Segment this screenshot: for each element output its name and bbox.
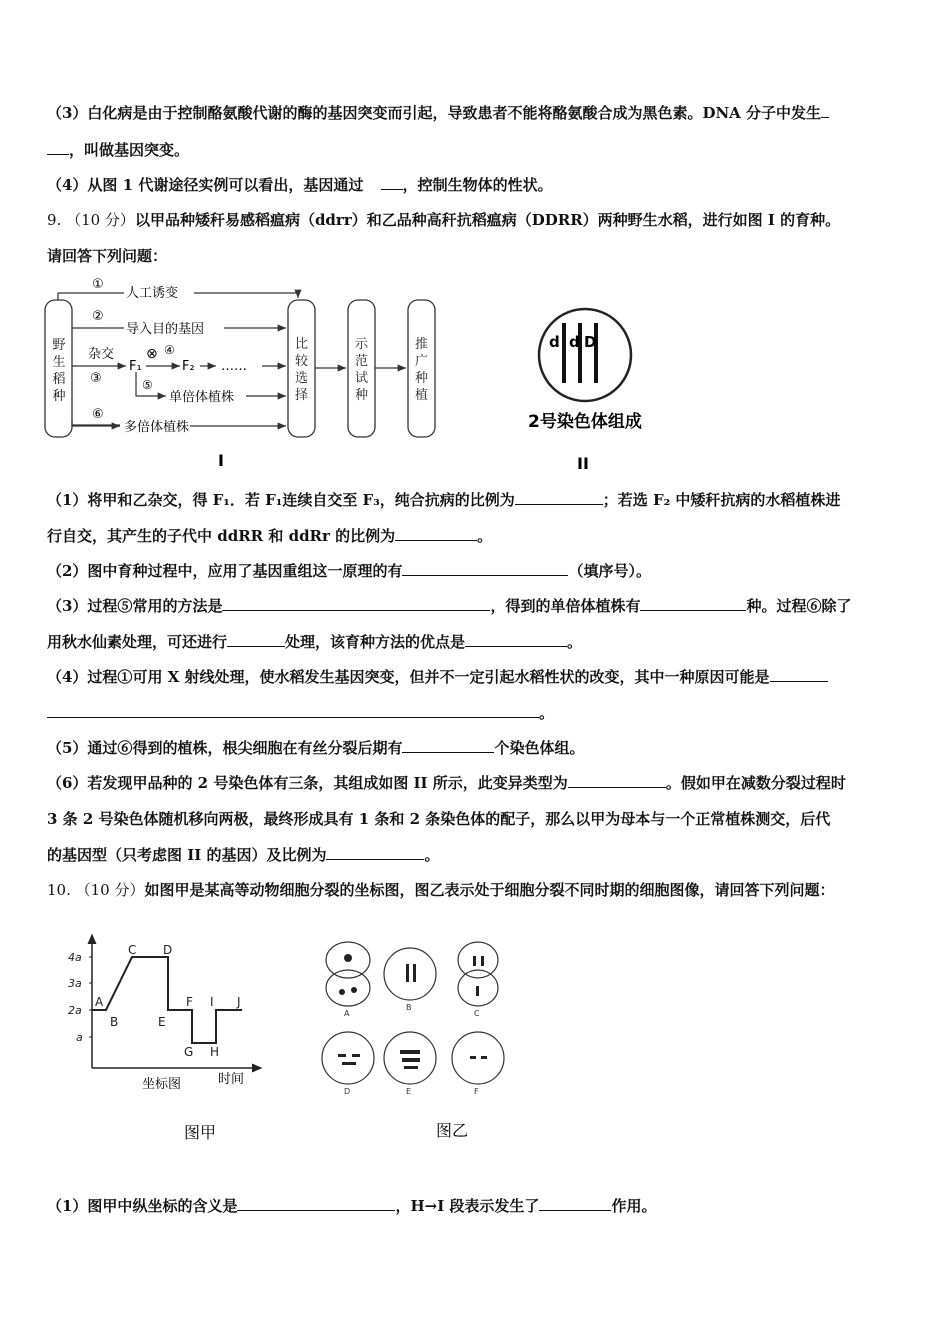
wild-rice-vertical-label: 野 生 稻 种 xyxy=(49,337,69,405)
answer-blank[interactable] xyxy=(402,738,494,753)
breeding-flow-diagram xyxy=(40,270,450,475)
answer-blank[interactable] xyxy=(402,561,568,576)
selfing-symbol: ⊗ xyxy=(146,346,158,362)
promote-text-4: 植 xyxy=(415,388,429,403)
cell-division-images xyxy=(320,938,530,1148)
q9-intro-line2: 请回答下列问题： xyxy=(47,247,168,265)
step-6-num: ⑥ xyxy=(92,407,104,422)
figure-II-caption: II xyxy=(577,454,589,473)
answer-blank[interactable] xyxy=(326,845,424,860)
q9-part6-line1: （6）若发现甲品种的 2 号染色体有三条，其组成如图 II 所示，此变异类型为 。假如甲在减数分裂过程时 xyxy=(47,774,846,792)
point-G: G xyxy=(184,1045,194,1059)
answer-blank[interactable] xyxy=(381,175,403,190)
point-E: E xyxy=(158,1015,166,1029)
q9-part2: （2）图中育种过程中，应用了基因重组这一原理的有 （填序号）。 xyxy=(47,562,651,580)
figure-I-caption: I xyxy=(218,451,224,470)
point-C: C xyxy=(128,943,137,957)
point-J: J xyxy=(237,995,241,1009)
answer-blank[interactable] xyxy=(568,773,666,788)
compare-text-4: 择 xyxy=(295,388,309,403)
chromosome-figure xyxy=(525,305,660,475)
answer-blank[interactable] xyxy=(539,1196,611,1211)
answer-blank[interactable] xyxy=(47,140,69,155)
compare-text-2: 较 xyxy=(295,354,309,369)
q8-part3-line1: （3）白化病是由于控制酪氨酸代谢的酶的基因突变而引起，导致患者不能将酪氨酸合成为黑色素。DNA 分子中发生 xyxy=(47,103,829,123)
f2-label: F₂ xyxy=(182,359,195,374)
answer-blank[interactable] xyxy=(465,632,567,647)
answer-blank[interactable] xyxy=(237,1196,395,1211)
figure-jia-caption: 图甲 xyxy=(184,1123,217,1142)
point-D: D xyxy=(163,943,173,957)
point-F: F xyxy=(186,995,193,1009)
compare-text-3: 选 xyxy=(295,371,309,386)
cell-label-A: A xyxy=(344,1009,350,1018)
f1-label: F₁ xyxy=(129,359,142,374)
y-tick-3a: 3a xyxy=(68,977,82,990)
compare-text-1: 比 xyxy=(295,337,309,352)
ellipsis-label: …… xyxy=(221,359,247,374)
answer-blank[interactable] xyxy=(770,667,828,682)
q9-part1-line2: 行自交，其产生的子代中 ddRR 和 ddRr 的比例为 。 xyxy=(47,527,493,545)
cell-label-D: D xyxy=(344,1087,351,1096)
q9-part3-line2: 用秋水仙素处理，可还进行 处理，该育种方法的优点是 。 xyxy=(47,633,583,651)
answer-blank[interactable] xyxy=(515,490,603,505)
promote-text-3: 种 xyxy=(415,371,429,386)
answer-blank[interactable] xyxy=(222,596,490,611)
step-4-num: ④ xyxy=(164,343,175,357)
q9-part6-line2: 3 条 2 号染色体随机移向两极，最终形成具有 1 条和 2 条染色体的配子，那么以甲为母本与一个正常植株测交，后代 xyxy=(47,810,831,828)
answer-blank[interactable] xyxy=(821,103,829,118)
q9-intro-line1: 9. （10 分）以甲品种矮秆易感稻瘟病（ddrr）和乙品种高秆抗稻瘟病（DDRR）两种野生水稻，进行如图 I 的育种。 xyxy=(47,211,841,229)
haploid-label: 单倍体植株 xyxy=(169,390,235,405)
gene-label-3: D xyxy=(584,333,597,351)
q9-part6-line3: 的基因型（只考虑图 II 的基因）及比例为 。 xyxy=(47,846,440,864)
step-2-num: ② xyxy=(92,309,104,324)
y-tick-4a: 4a xyxy=(68,951,82,964)
gene-label-2: d xyxy=(569,333,580,351)
division-coordinate-graph xyxy=(60,930,270,1145)
point-A: A xyxy=(95,995,104,1009)
point-I: I xyxy=(210,995,214,1009)
answer-blank[interactable] xyxy=(640,596,746,611)
q8-part3-line2: ，叫做基因突变。 xyxy=(47,140,189,160)
y-tick-a: a xyxy=(76,1031,83,1044)
chromosome-title: 2号染色体组成 xyxy=(528,412,642,432)
answer-blank[interactable] xyxy=(227,632,285,647)
q10-part1: （1）图甲中纵坐标的含义是 ，H→I 段表示发生了 作用。 xyxy=(47,1197,657,1215)
cell-label-E: E xyxy=(406,1087,412,1096)
demo-text-2: 范 xyxy=(355,354,369,369)
import-gene-label: 导入目的基因 xyxy=(126,322,205,337)
x-axis-label: 时间 xyxy=(218,1072,245,1087)
polyploid-label: 多倍体植株 xyxy=(124,420,190,435)
cross-label: 杂交 xyxy=(88,347,115,362)
point-H: H xyxy=(210,1045,220,1059)
answer-blank[interactable] xyxy=(47,703,539,718)
promote-text-1: 推 xyxy=(415,337,429,352)
division-curve xyxy=(92,957,242,1043)
gene-label-1: d xyxy=(549,333,560,351)
cell-label-F: F xyxy=(474,1087,479,1096)
graph-sublabel: 坐标图 xyxy=(142,1077,182,1092)
y-tick-2a: 2a xyxy=(68,1004,82,1017)
cell-label-B: B xyxy=(406,1003,412,1012)
step-1-num: ① xyxy=(92,277,104,292)
q9-part4-line1: （4）过程①可用 X 射线处理，使水稻发生基因突变，但并不一定引起水稻性状的改变，其中一种原因可能是 xyxy=(47,667,828,687)
q9-part5: （5）通过⑥得到的植株，根尖细胞在有丝分裂后期有 个染色体组。 xyxy=(47,739,585,757)
promote-text-2: 广 xyxy=(415,354,429,369)
point-B: B xyxy=(110,1015,119,1029)
demo-text-3: 试 xyxy=(355,371,369,386)
cell-label-C: C xyxy=(474,1009,480,1018)
q9-part4-line2: 。 xyxy=(47,703,554,723)
q9-part1-line1: （1）将甲和乙杂交，得 F₁．若 F₁连续自交至 F₃，纯合抗病的比例为 ；若选 F₂ 中矮秆抗病的水稻植株进 xyxy=(47,491,841,509)
artificial-mutation-label: 人工诱变 xyxy=(126,286,179,301)
step-3-num: ③ xyxy=(90,371,102,386)
demo-text-4: 种 xyxy=(355,388,369,403)
figure-yi-caption: 图乙 xyxy=(436,1121,469,1140)
step-5-num: ⑤ xyxy=(142,378,153,392)
answer-blank[interactable] xyxy=(395,526,477,541)
q9-part3-line1: （3）过程⑤常用的方法是 ，得到的单倍体植株有 种。过程⑥除了 xyxy=(47,597,852,615)
q10-intro: 10. （10 分）如图甲是某高等动物细胞分裂的坐标图，图乙表示处于细胞分裂不同时期的细胞图像，请回答下列问题： xyxy=(47,881,835,899)
q8-part4: （4）从图 1 代谢途径实例可以看出，基因通过 ，控制生物体的性状。 xyxy=(47,176,553,194)
demo-text-1: 示 xyxy=(355,337,369,352)
